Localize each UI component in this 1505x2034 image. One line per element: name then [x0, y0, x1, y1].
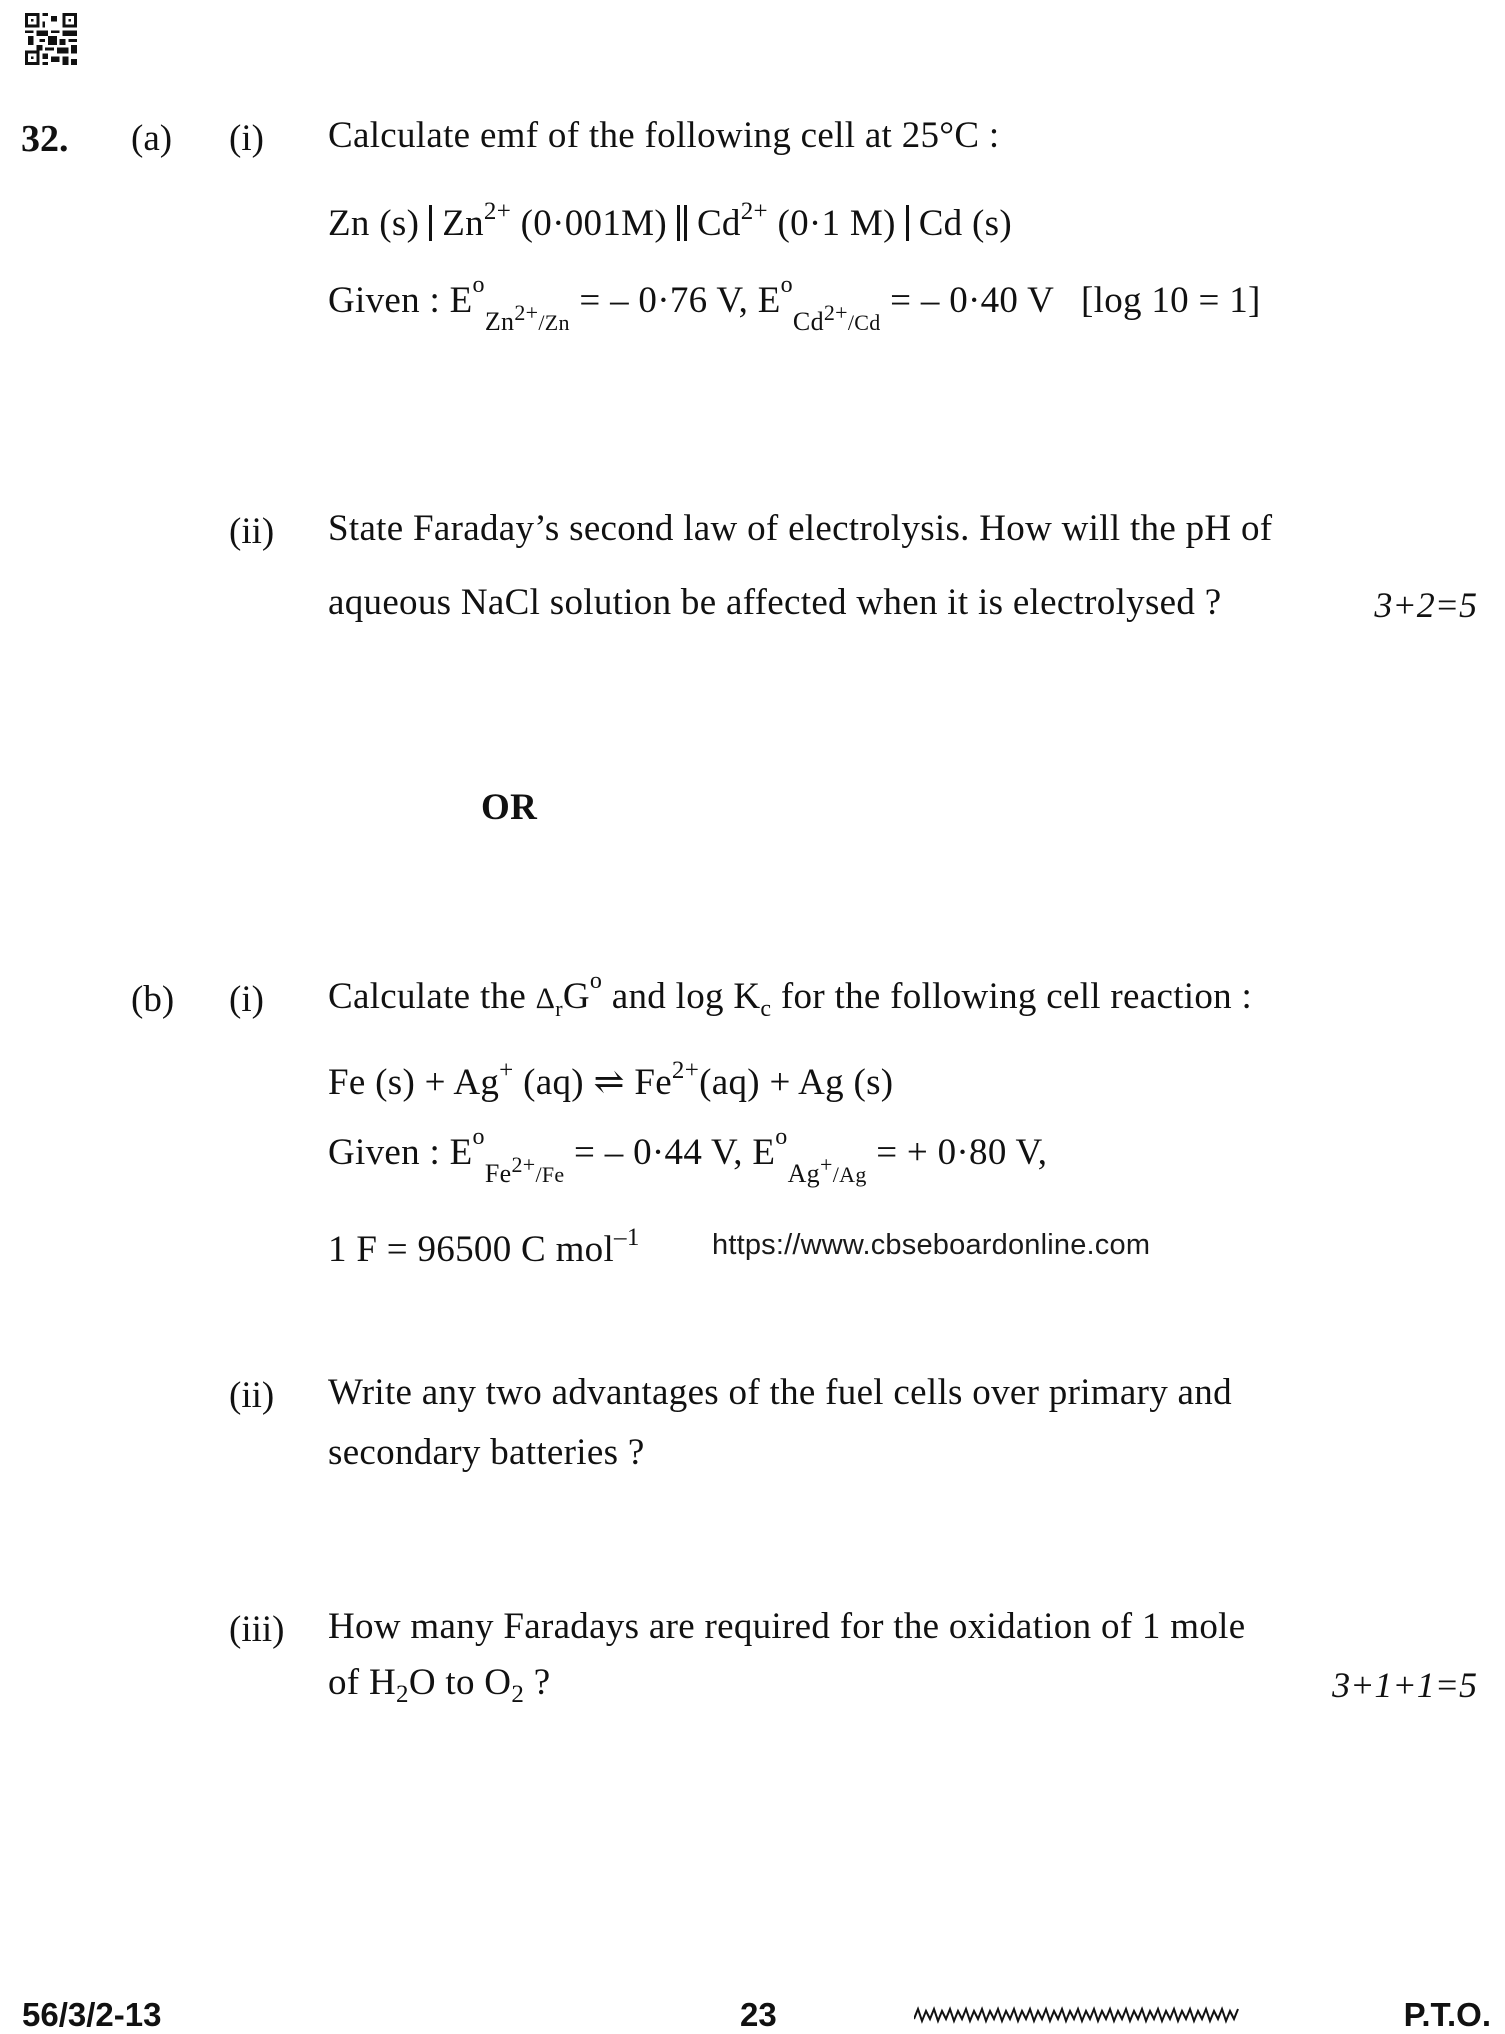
- cd-charge: 2+: [740, 198, 768, 225]
- qr-code-icon: [24, 13, 78, 65]
- zn-concentration: (0·001M): [520, 203, 667, 244]
- cd-ion: Cd: [696, 203, 741, 244]
- e-standard-fe: $E^o_{Fe^{2+}/Fe}$: [449, 1124, 565, 1188]
- given-label: Given :: [328, 280, 441, 321]
- zn-charge: 2+: [483, 198, 512, 225]
- part-b-i-question: Calculate the $\Delta_rG^o$ and $\log K_c$ for the following cell reaction :: [328, 968, 1253, 1022]
- marks-a: 3+2=5: [1374, 585, 1477, 625]
- part-a-ii-line-1: State Faraday’s second law of electrolysis. How will the pH of: [328, 508, 1273, 549]
- cd-concentration: (0·1 M): [777, 203, 896, 244]
- e-ag-value: = + 0·80 V,: [876, 1132, 1048, 1173]
- part-a-ii-label: (ii): [229, 511, 275, 552]
- part-b-i-label: (i): [229, 979, 264, 1020]
- part-b-iii-line-2: of $H_2O$ to $O_2$ ?: [328, 1662, 551, 1708]
- part-a-ii-line-2: aqueous NaCl solution be affected when it is electrolysed ?: [328, 582, 1222, 623]
- given-b: [328, 1124, 1048, 1188]
- delta-r-g: $\Delta_rG^o$: [535, 968, 603, 1021]
- phase-boundary: [429, 205, 432, 241]
- cell-notation: [328, 198, 1012, 244]
- part-b-label: (b): [131, 979, 175, 1020]
- question-number: 32.: [21, 118, 69, 160]
- zn-ion: Zn: [442, 203, 484, 244]
- faraday-constant: 1 F = 96500 C mol$^{-1}$: [328, 1224, 640, 1270]
- part-b-iii-line-1: How many Faradays are required for the oxidation of 1 mole: [328, 1606, 1246, 1647]
- page-number: 23: [740, 1996, 777, 2033]
- salt-bridge-line-1: [677, 205, 680, 241]
- zn-electrode: Zn (s): [328, 203, 420, 244]
- e-zn-value: = – 0·76 V,: [579, 280, 749, 321]
- e-standard-ag: $E^o_{Ag^+/Ag}$: [752, 1124, 867, 1188]
- please-turn-over: P.T.O.: [1403, 1996, 1491, 2033]
- part-a-label: (a): [131, 118, 173, 159]
- watermark-url: https://www.cbseboardonline.com: [712, 1229, 1151, 1261]
- cd-electrode: Cd (s): [918, 203, 1012, 244]
- paper-code: 56/3/2-13: [22, 1996, 162, 2033]
- marks-b: 3+1+1=5: [1332, 1665, 1477, 1705]
- part-b-ii-line-2: secondary batteries ?: [328, 1432, 645, 1473]
- or-divider: OR: [481, 787, 538, 828]
- part-b-ii-line-1: Write any two advantages of the fuel cells over primary and: [328, 1372, 1232, 1413]
- equilibrium-arrow-icon: ⇌: [593, 1062, 625, 1103]
- e-standard-zn: $E^o_{Zn^{2+}/Zn}$: [449, 272, 570, 336]
- wavy-line-decoration: [914, 2005, 1240, 2025]
- given-label: Given :: [328, 1132, 441, 1173]
- phase-boundary: [906, 205, 909, 241]
- e-standard-cd: $E^o_{Cd^{2+}/Cd}$: [757, 272, 881, 336]
- part-b-iii-label: (iii): [229, 1609, 285, 1650]
- part-b-ii-label: (ii): [229, 1375, 275, 1416]
- part-a-i-label: (i): [229, 118, 264, 159]
- e-cd-value: = – 0·40 V: [890, 280, 1054, 321]
- log-note: [log 10 = 1]: [1081, 280, 1261, 321]
- cell-reaction: Fe (s) + Ag+ (aq) ⇌ $Fe^{2+}(aq) + Ag$ (s): [328, 1057, 894, 1103]
- salt-bridge-line-2: [684, 205, 687, 241]
- part-a-i-question: Calculate emf of the following cell at 25°C :: [328, 115, 1000, 156]
- e-fe-value: = – 0·44 V,: [574, 1132, 743, 1173]
- given-a: [328, 272, 1261, 336]
